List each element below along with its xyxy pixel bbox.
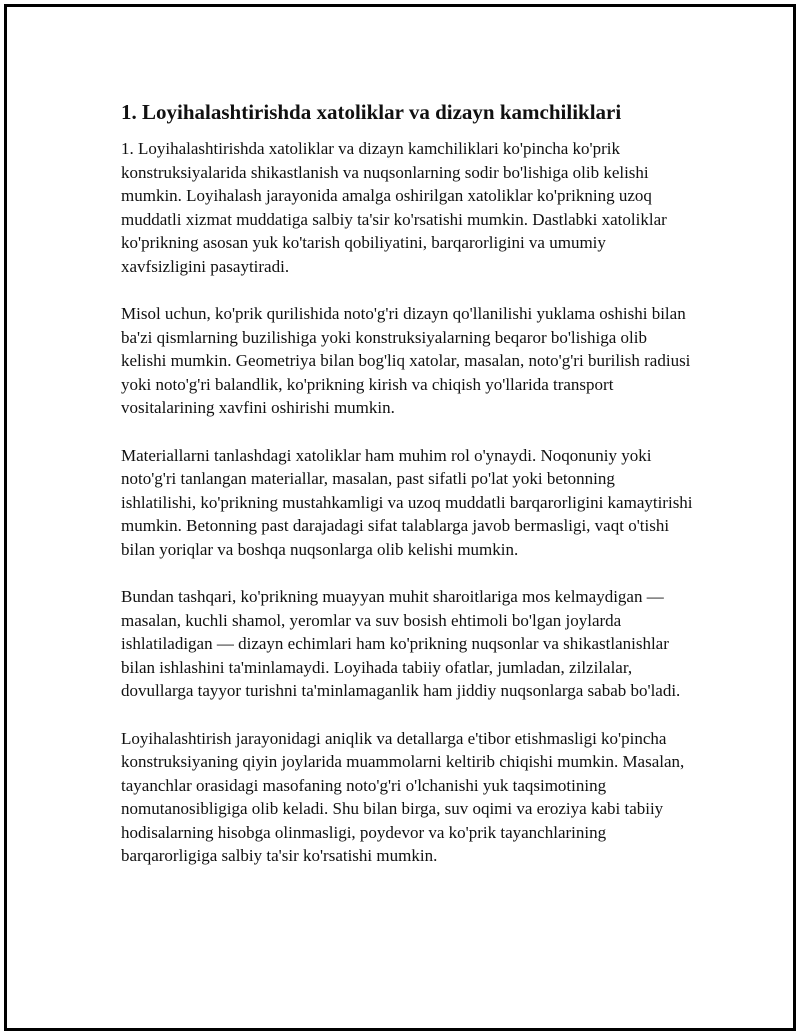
paragraph-4: Bundan tashqari, ko'prikning muayyan muhit sharoitlariga mos kelmaydigan — masalan, kuchli shamol, yeromlar va suv bosish ehtimoli bo'lgan joylarda ishlatiladigan — dizayn echimlari ham ko'prikning nuqsonlar va shikastlanishlar bilan ishlashini ta'minlamaydi. Loyihada tabiiy ofatlar, jumladan, zilzilalar, dovullarga tayyor turishni ta'minlamaganlik ham jiddiy nuqsonlarga sabab bo'ladi. [121, 587, 681, 700]
paragraph-5: Loyihalashtirish jarayonidagi aniqlik va detallarga e'tibor etishmasligi ko'pincha konstruksiyaning qiyin joylarida muammolarni keltirib chiqishi mumkin. Masalan, tayanchlar orasidagi masofaning noto'g'ri o'lchanishi yuk taqsimotining nomutanosibligiga olib keladi. Shu bilan birga, suv oqimi va eroziya kabi tabiiy hodisalarning hisobga olinmasligi, poydevor va ko'prik tayanchlarining barqarorligiga salbiy ta'sir ko'rsatishi mumkin. [121, 728, 685, 865]
document-content [121, 99, 693, 892]
paragraph-2: Misol uchun, ko'prik qurilishida noto'g'ri dizayn qo'llanilishi yuklama oshishi bilan ba'zi qismlarning buzilishiga yoki konstruksiyalarning beqaror bo'lishiga olib kelishi mumkin. Geometriya bilan bog'liq xatolar, masalan, noto'g'ri burilish radiusi yoki noto'g'ri balandlik, ko'prikning kirish va chiqish yo'llarida transport vositalarining xavfini oshirishi mumkin. [121, 304, 691, 417]
document-page [4, 4, 796, 1031]
section-heading: 1. Loyihalashtirishda xatoliklar va dizayn kamchiliklari [121, 100, 622, 124]
paragraph-3: Materiallarni tanlashdagi xatoliklar ham muhim rol o'ynaydi. Noqonuniy yoki noto'g'ri tanlangan materiallar, masalan, past sifatli po'lat yoki betonning ishlatilishi, ko'prikning mustahkamligi va uzoq muddatli barqarorligini kamaytirishi mumkin. Betonning past darajadagi sifat talablarga javob bermasligi, vaqt o'tishi bilan yoriqlar va boshqa nuqsonlarga olib kelishi mumkin. [121, 445, 693, 559]
paragraph-1: 1. Loyihalashtirishda xatoliklar va dizayn kamchiliklari ko'pincha ko'prik konstruksiyalarida shikastlanish va nuqsonlarning sodir bo'lishiga olib kelishi mumkin. Loyihalash jarayonida amalga oshirilgan xatoliklar ko'prikning uzoq muddatli xizmat muddatiga salbiy ta'sir ko'rsatishi mumkin. Dastlabki xatoliklar ko'prikning asosan yuk ko'tarish qobiliyatini, barqarorligini va umumiy xavfsizligini pasaytiradi. [121, 139, 667, 276]
